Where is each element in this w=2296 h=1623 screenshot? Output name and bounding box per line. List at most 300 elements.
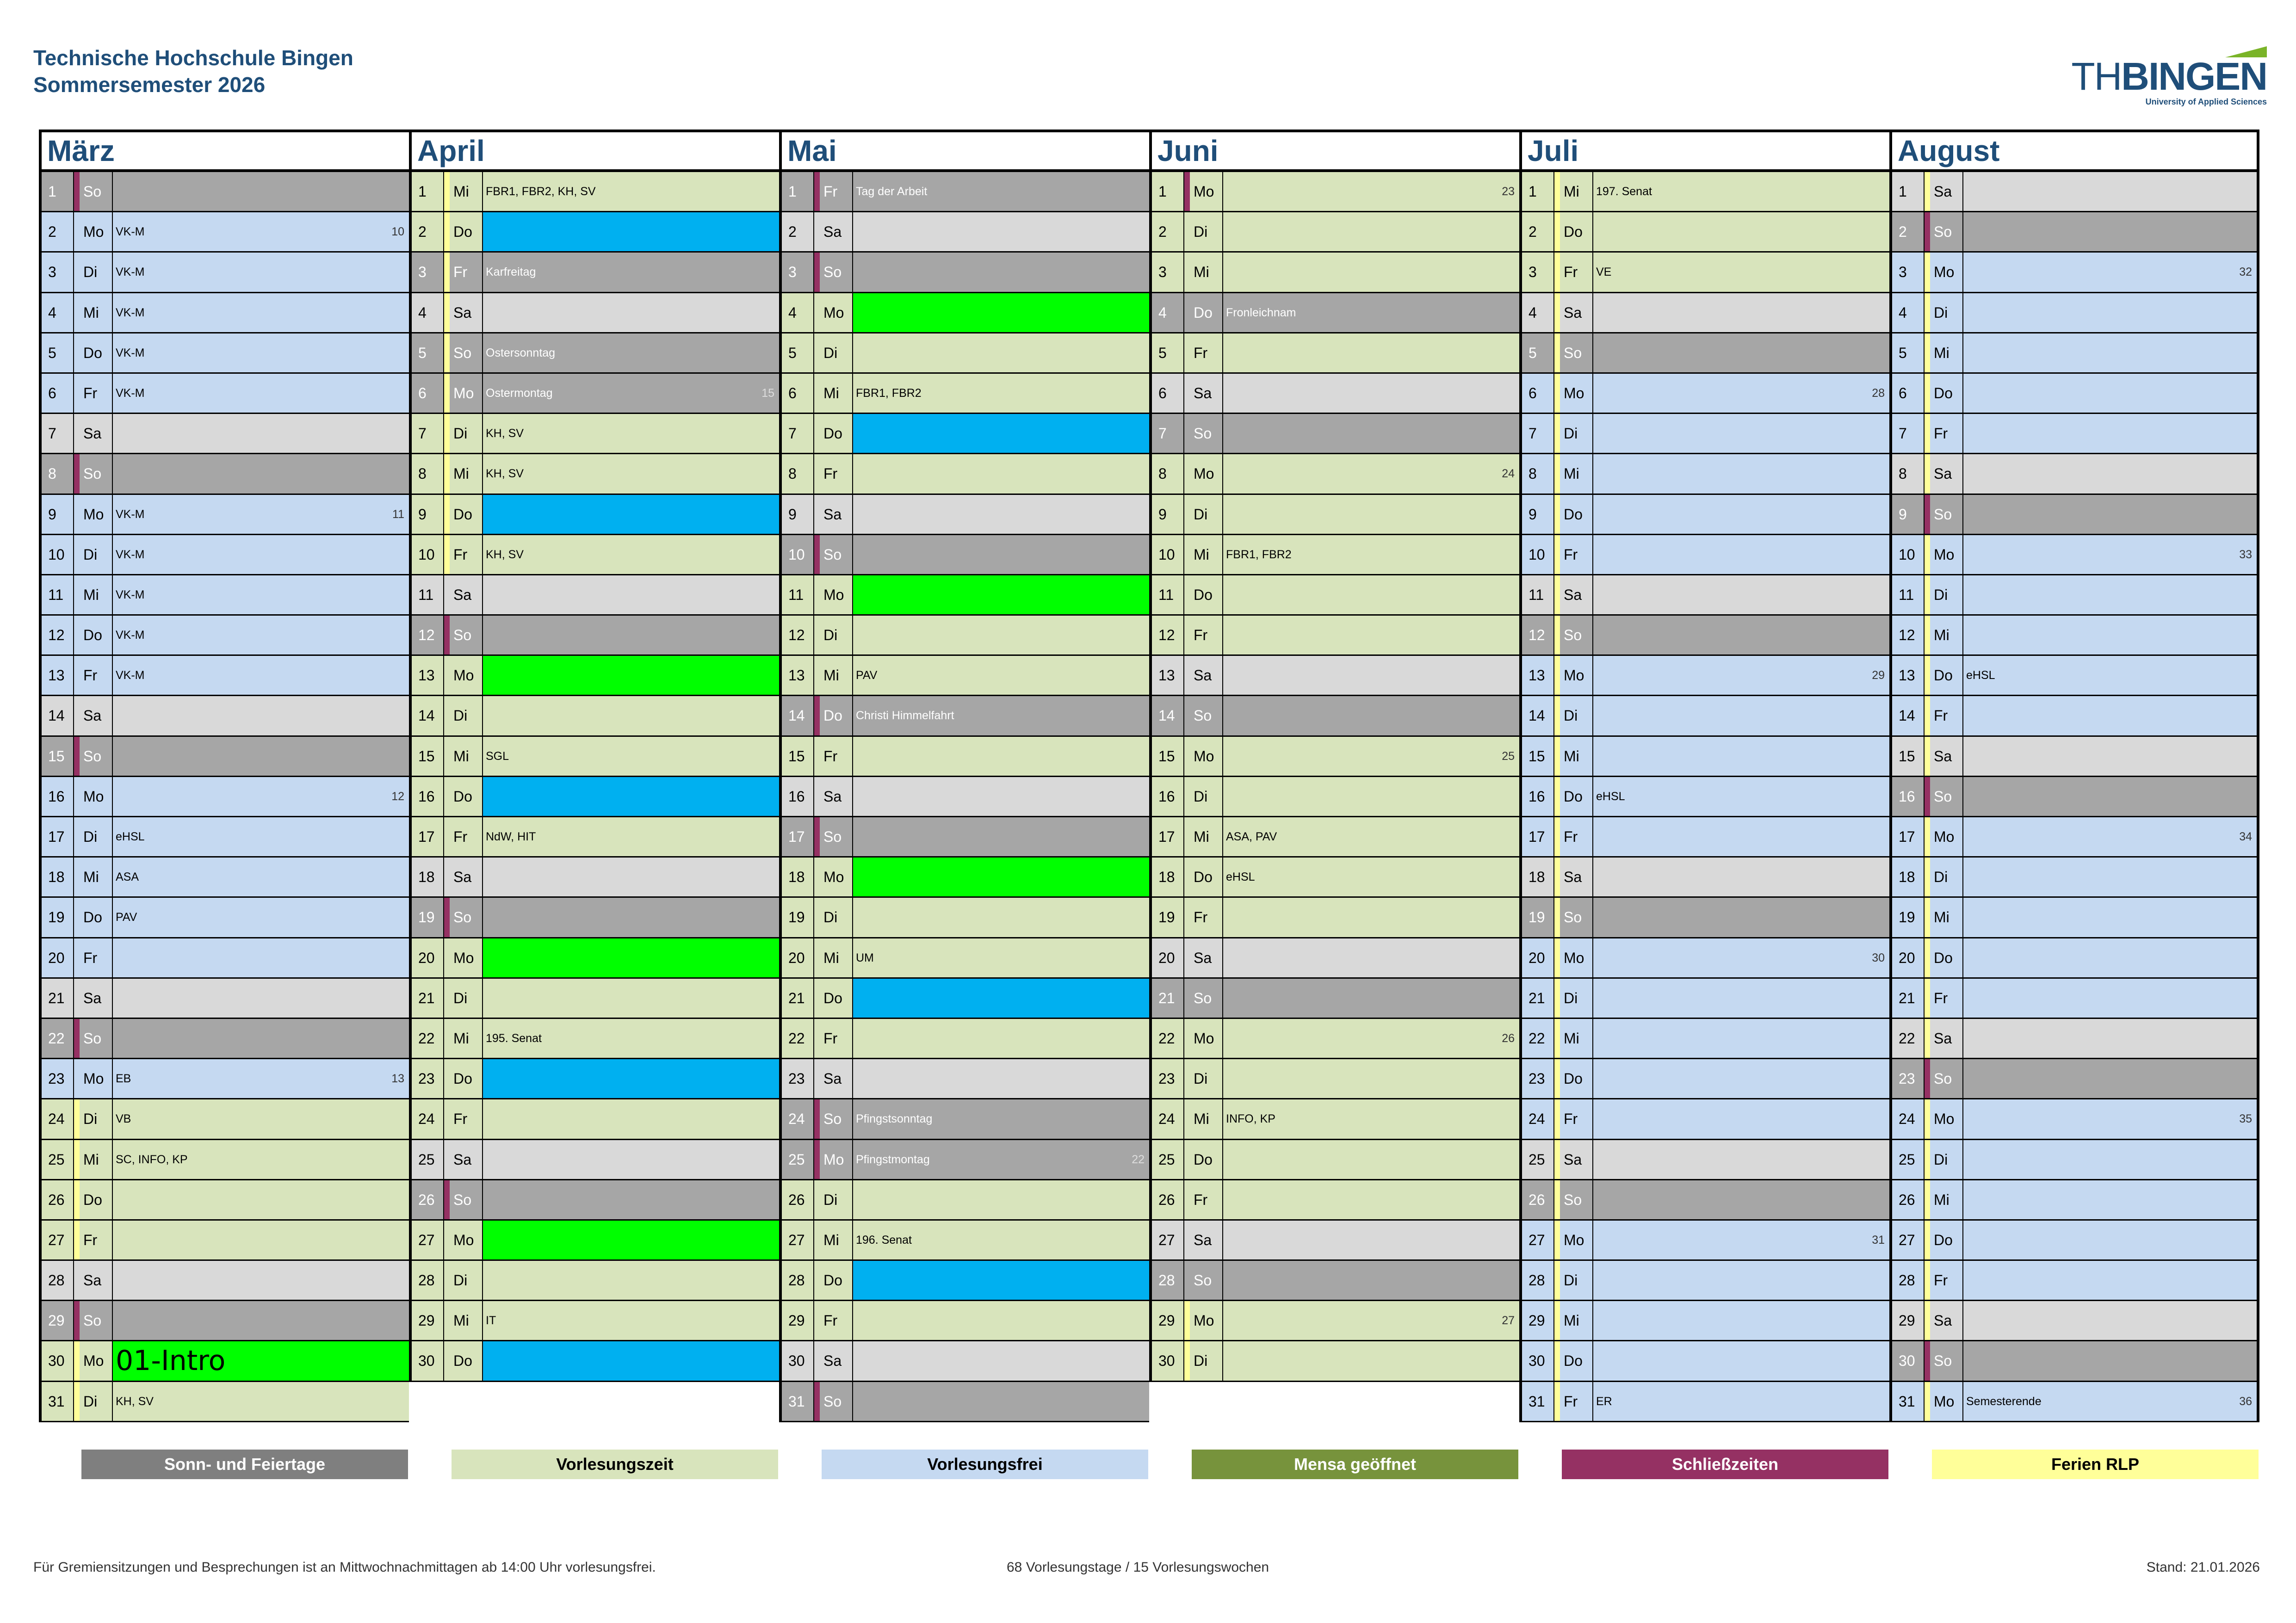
event-cell <box>483 374 779 413</box>
day-row <box>782 938 1149 979</box>
day-row <box>782 979 1149 1019</box>
status-bar <box>814 1099 820 1138</box>
event-cell <box>853 1221 1149 1259</box>
status-bar <box>1184 777 1190 816</box>
day-row <box>412 696 779 736</box>
status-bar <box>814 1341 820 1380</box>
week-number: 27 <box>1502 1314 1515 1327</box>
day-number: 8 <box>1522 454 1554 493</box>
day-row <box>1152 898 1519 938</box>
week-number: 24 <box>1502 467 1515 481</box>
event-cell <box>1593 1382 1889 1421</box>
day-number: 1 <box>412 172 444 211</box>
status-bar <box>1184 535 1190 574</box>
weekday: Sa <box>80 979 113 1018</box>
event-cell <box>483 1019 779 1058</box>
event-cell <box>113 575 409 614</box>
month-days <box>39 172 409 1422</box>
day-number: 28 <box>1522 1261 1554 1300</box>
status-bar <box>1554 696 1560 735</box>
status-bar <box>1925 253 1930 291</box>
day-number: 22 <box>1892 1019 1925 1058</box>
weekday: Sa <box>1930 454 1963 493</box>
weekday: So <box>80 454 113 493</box>
month-header: Mai <box>779 130 1149 172</box>
weekday: Di <box>1560 696 1593 735</box>
day-row <box>1892 898 2257 938</box>
weekday: Di <box>1560 979 1593 1018</box>
day-row <box>42 172 409 212</box>
day-row <box>1152 172 1519 212</box>
status-bar <box>1554 253 1560 291</box>
weekday: Do <box>450 1341 483 1380</box>
week-number: 25 <box>1502 749 1515 763</box>
day-row <box>42 616 409 656</box>
event-cell <box>113 172 409 211</box>
day-number: 3 <box>1892 253 1925 291</box>
status-bar <box>1184 1301 1190 1340</box>
day-number: 29 <box>1892 1301 1925 1340</box>
day-row <box>1522 1301 1889 1341</box>
day-number: 8 <box>42 454 74 493</box>
event-cell <box>483 1301 779 1340</box>
weekday: So <box>80 172 113 211</box>
status-bar <box>1184 253 1190 291</box>
day-row <box>412 656 779 696</box>
weekday: Fr <box>1560 535 1593 574</box>
event-cell <box>1593 737 1889 776</box>
day-row <box>412 1301 779 1341</box>
status-bar <box>1925 575 1930 614</box>
event-cell <box>1963 454 2257 493</box>
weekday: Mo <box>820 575 853 614</box>
day-row <box>412 1019 779 1059</box>
event-cell <box>853 656 1149 695</box>
day-number: 25 <box>782 1140 814 1179</box>
status-bar <box>444 656 450 695</box>
day-row <box>782 656 1149 696</box>
week-number: 22 <box>1132 1153 1145 1166</box>
event-text: KH, SV <box>486 467 524 481</box>
day-row <box>782 374 1149 414</box>
day-row <box>782 535 1149 575</box>
event-cell <box>1223 575 1519 614</box>
status-bar <box>814 898 820 937</box>
status-bar <box>1925 979 1930 1018</box>
event-text: FBR1, FBR2, KH, SV <box>486 185 596 198</box>
day-number: 1 <box>1152 172 1184 211</box>
day-number: 4 <box>1892 293 1925 332</box>
day-row <box>1892 454 2257 494</box>
day-row <box>1892 1099 2257 1140</box>
status-bar <box>1554 938 1560 977</box>
weekday: Do <box>1190 293 1223 332</box>
day-number: 15 <box>782 737 814 776</box>
day-number: 20 <box>42 938 74 977</box>
event-cell <box>1223 1180 1519 1219</box>
weekday: Do <box>1930 1221 1963 1259</box>
month-days <box>1889 172 2259 1422</box>
event-cell <box>853 898 1149 937</box>
event-cell <box>1963 495 2257 534</box>
status-bar <box>1925 938 1930 977</box>
event-cell <box>1223 898 1519 937</box>
day-number: 22 <box>42 1019 74 1058</box>
status-bar <box>814 979 820 1018</box>
event-text: PAV <box>856 669 878 682</box>
day-number: 28 <box>412 1261 444 1300</box>
day-number: 15 <box>42 737 74 776</box>
weekday: Mi <box>1560 737 1593 776</box>
event-text: KH, SV <box>486 548 524 561</box>
event-cell <box>1223 172 1519 211</box>
weekday: Di <box>1930 575 1963 614</box>
status-bar <box>1184 737 1190 776</box>
day-number: 19 <box>42 898 74 937</box>
event-cell <box>1593 777 1889 816</box>
day-number: 30 <box>1522 1341 1554 1380</box>
event-cell <box>853 212 1149 251</box>
event-text: Ostersonntag <box>486 346 556 359</box>
day-row <box>1152 535 1519 575</box>
event-text: Tag der Arbeit <box>856 185 928 198</box>
day-number: 29 <box>42 1301 74 1340</box>
day-row <box>42 1180 409 1221</box>
day-number: 7 <box>782 414 814 453</box>
event-cell <box>853 979 1149 1018</box>
day-number: 30 <box>782 1341 814 1380</box>
day-number: 6 <box>1892 374 1925 413</box>
day-number: 3 <box>1152 253 1184 291</box>
status-bar <box>444 938 450 977</box>
week-number: 12 <box>391 790 404 803</box>
event-cell <box>853 1140 1149 1179</box>
weekday: Do <box>1560 1059 1593 1098</box>
day-row <box>1152 293 1519 333</box>
weekday: Di <box>80 1382 113 1421</box>
weekday: Di <box>450 414 483 453</box>
event-cell <box>1223 414 1519 453</box>
day-row <box>782 1301 1149 1341</box>
day-number: 12 <box>42 616 74 654</box>
weekday: Sa <box>450 575 483 614</box>
weekday: So <box>1560 616 1593 654</box>
event-cell <box>1223 374 1519 413</box>
weekday: Mo <box>80 1341 113 1380</box>
event-text: INFO, KP <box>1226 1112 1275 1126</box>
day-row <box>412 535 779 575</box>
event-cell <box>113 1059 409 1098</box>
event-cell <box>483 333 779 372</box>
day-row <box>1522 1099 1889 1140</box>
month-days <box>409 172 779 1382</box>
event-cell <box>1593 253 1889 291</box>
month-header: Juni <box>1149 130 1519 172</box>
day-number: 5 <box>1152 333 1184 372</box>
event-cell <box>483 1180 779 1219</box>
day-number: 17 <box>1152 817 1184 856</box>
event-cell <box>1593 1301 1889 1340</box>
weekday: Di <box>820 898 853 937</box>
weekday: Di <box>820 616 853 654</box>
day-number: 10 <box>42 535 74 574</box>
weekday: Fr <box>80 374 113 413</box>
event-cell <box>853 374 1149 413</box>
event-cell <box>1593 454 1889 493</box>
weekday: Fr <box>820 737 853 776</box>
event-cell <box>1593 575 1889 614</box>
weekday: Fr <box>1930 414 1963 453</box>
day-number: 25 <box>1522 1140 1554 1179</box>
day-row <box>412 1140 779 1180</box>
day-number: 12 <box>1522 616 1554 654</box>
day-number: 15 <box>1892 737 1925 776</box>
weekday: Sa <box>820 212 853 251</box>
day-row <box>1522 1059 1889 1099</box>
weekday: Mi <box>1190 535 1223 574</box>
status-bar <box>814 737 820 776</box>
event-cell <box>113 1301 409 1340</box>
status-bar <box>814 1140 820 1179</box>
day-row <box>1152 938 1519 979</box>
day-row <box>42 575 409 616</box>
event-cell <box>1593 1180 1889 1219</box>
status-bar <box>1184 1099 1190 1138</box>
weekday: So <box>1190 414 1223 453</box>
day-row <box>1522 696 1889 736</box>
semester-name: Sommersemester 2026 <box>33 73 266 97</box>
event-cell <box>853 293 1149 332</box>
day-row <box>42 1059 409 1099</box>
status-bar <box>74 1382 80 1421</box>
day-number: 6 <box>42 374 74 413</box>
status-bar <box>1184 1019 1190 1058</box>
event-cell <box>1963 1140 2257 1179</box>
weekday: Mi <box>820 374 853 413</box>
month-header: Juli <box>1519 130 1889 172</box>
day-number: 7 <box>42 414 74 453</box>
weekday: Mi <box>450 1019 483 1058</box>
day-row <box>1522 414 1889 454</box>
day-row <box>1892 575 2257 616</box>
status-bar <box>1184 374 1190 413</box>
weekday: So <box>820 1099 853 1138</box>
day-row <box>412 938 779 979</box>
day-row <box>42 656 409 696</box>
weekday: Mo <box>1560 656 1593 695</box>
status-bar <box>1925 616 1930 654</box>
status-bar <box>444 212 450 251</box>
status-bar <box>1184 858 1190 896</box>
event-cell <box>483 1221 779 1259</box>
day-number: 11 <box>1522 575 1554 614</box>
legend-item: Sonn- und Feiertage <box>81 1450 408 1479</box>
status-bar <box>814 374 820 413</box>
weekday: Do <box>450 1059 483 1098</box>
status-bar <box>1925 172 1930 211</box>
week-number: 31 <box>1872 1233 1885 1247</box>
day-row <box>412 454 779 494</box>
event-cell <box>1223 495 1519 534</box>
status-bar <box>74 414 80 453</box>
weekday: Do <box>80 898 113 937</box>
event-cell <box>1593 333 1889 372</box>
day-row <box>782 616 1149 656</box>
weekday: Mo <box>1560 1221 1593 1259</box>
week-number: 13 <box>391 1072 404 1086</box>
event-text: SGL <box>486 749 509 763</box>
day-number: 12 <box>1892 616 1925 654</box>
status-bar <box>1554 1221 1560 1259</box>
weekday: Mi <box>80 575 113 614</box>
weekday: Do <box>1930 374 1963 413</box>
event-cell <box>483 938 779 977</box>
day-number: 17 <box>782 817 814 856</box>
day-row <box>42 1099 409 1140</box>
day-row <box>412 777 779 817</box>
logo-th: TH <box>2071 55 2122 98</box>
status-bar <box>1184 938 1190 977</box>
event-cell <box>1963 1180 2257 1219</box>
event-cell <box>483 454 779 493</box>
status-bar <box>1184 817 1190 856</box>
event-cell <box>1593 1261 1889 1300</box>
status-bar <box>1184 1341 1190 1380</box>
weekday: Do <box>1190 575 1223 614</box>
day-row <box>1892 777 2257 817</box>
status-bar <box>1925 293 1930 332</box>
day-row <box>1892 333 2257 374</box>
day-number: 9 <box>42 495 74 534</box>
day-row <box>412 293 779 333</box>
day-number: 5 <box>1892 333 1925 372</box>
event-text: UM <box>856 951 874 964</box>
status-bar <box>1554 1261 1560 1300</box>
status-bar <box>1925 1059 1930 1098</box>
day-number: 26 <box>1892 1180 1925 1219</box>
legend-item: Vorlesungsfrei <box>822 1450 1148 1479</box>
event-cell <box>483 293 779 332</box>
weekday: Mo <box>1190 1301 1223 1340</box>
event-cell <box>853 253 1149 291</box>
day-row <box>1522 293 1889 333</box>
event-cell <box>1593 293 1889 332</box>
status-bar <box>444 1221 450 1259</box>
day-number: 16 <box>1892 777 1925 816</box>
day-number: 16 <box>1522 777 1554 816</box>
day-row <box>412 374 779 414</box>
weekday: So <box>1190 1261 1223 1300</box>
weekday: Sa <box>1190 1221 1223 1259</box>
status-bar <box>74 172 80 211</box>
day-number: 23 <box>1522 1059 1554 1098</box>
weekday: So <box>450 616 483 654</box>
weekday: So <box>1190 696 1223 735</box>
day-row <box>1522 938 1889 979</box>
event-cell <box>1593 1019 1889 1058</box>
weekday: Sa <box>450 858 483 896</box>
event-cell <box>1593 979 1889 1018</box>
status-bar <box>74 1261 80 1300</box>
event-text: VK-M <box>116 386 145 400</box>
weekday: Mi <box>1560 1301 1593 1340</box>
event-cell <box>853 616 1149 654</box>
day-row <box>1892 1059 2257 1099</box>
event-cell <box>853 172 1149 211</box>
weekday: Di <box>1190 495 1223 534</box>
weekday: Sa <box>1560 858 1593 896</box>
event-cell <box>113 454 409 493</box>
status-bar <box>1554 535 1560 574</box>
day-number: 24 <box>1522 1099 1554 1138</box>
weekday: Sa <box>1560 293 1593 332</box>
day-number: 10 <box>782 535 814 574</box>
day-number: 20 <box>1152 938 1184 977</box>
status-bar <box>444 374 450 413</box>
weekday: Mi <box>1560 172 1593 211</box>
day-row <box>1152 616 1519 656</box>
weekday: Do <box>1560 777 1593 816</box>
day-row <box>1522 1180 1889 1221</box>
status-bar <box>1554 737 1560 776</box>
day-row <box>42 1261 409 1301</box>
day-number: 13 <box>42 656 74 695</box>
status-bar <box>1554 1341 1560 1380</box>
status-bar <box>74 817 80 856</box>
day-row <box>1522 333 1889 374</box>
month-column <box>39 130 409 1422</box>
weekday: Fr <box>450 1099 483 1138</box>
status-bar <box>1184 495 1190 534</box>
event-cell <box>483 696 779 735</box>
month-column <box>779 130 1149 1422</box>
month-header: April <box>409 130 779 172</box>
day-row <box>412 212 779 253</box>
day-number: 2 <box>782 212 814 251</box>
weekday: So <box>1560 333 1593 372</box>
status-bar <box>1554 495 1560 534</box>
month-days <box>1149 172 1519 1382</box>
event-cell <box>1963 938 2257 977</box>
day-number: 25 <box>412 1140 444 1179</box>
day-number: 24 <box>782 1099 814 1138</box>
day-number: 27 <box>1522 1221 1554 1259</box>
event-cell <box>483 172 779 211</box>
weekday: Mi <box>450 737 483 776</box>
week-number: 32 <box>2239 265 2252 279</box>
status-bar <box>814 1221 820 1259</box>
day-row <box>1522 656 1889 696</box>
weekday: Di <box>80 253 113 291</box>
status-bar <box>444 414 450 453</box>
day-number: 30 <box>412 1341 444 1380</box>
weekday: Mi <box>820 656 853 695</box>
day-row <box>1892 414 2257 454</box>
day-row <box>1152 1301 1519 1341</box>
event-cell <box>1223 1059 1519 1098</box>
day-row <box>412 172 779 212</box>
event-cell <box>483 777 779 816</box>
day-number: 27 <box>782 1221 814 1259</box>
weekday: Mi <box>1930 1180 1963 1219</box>
day-row <box>42 495 409 535</box>
weekday: So <box>80 737 113 776</box>
event-text: SC, INFO, KP <box>116 1153 188 1166</box>
event-text: Fronleichnam <box>1226 306 1296 319</box>
status-bar <box>814 777 820 816</box>
weekday: Sa <box>80 696 113 735</box>
weekday: Do <box>1930 656 1963 695</box>
